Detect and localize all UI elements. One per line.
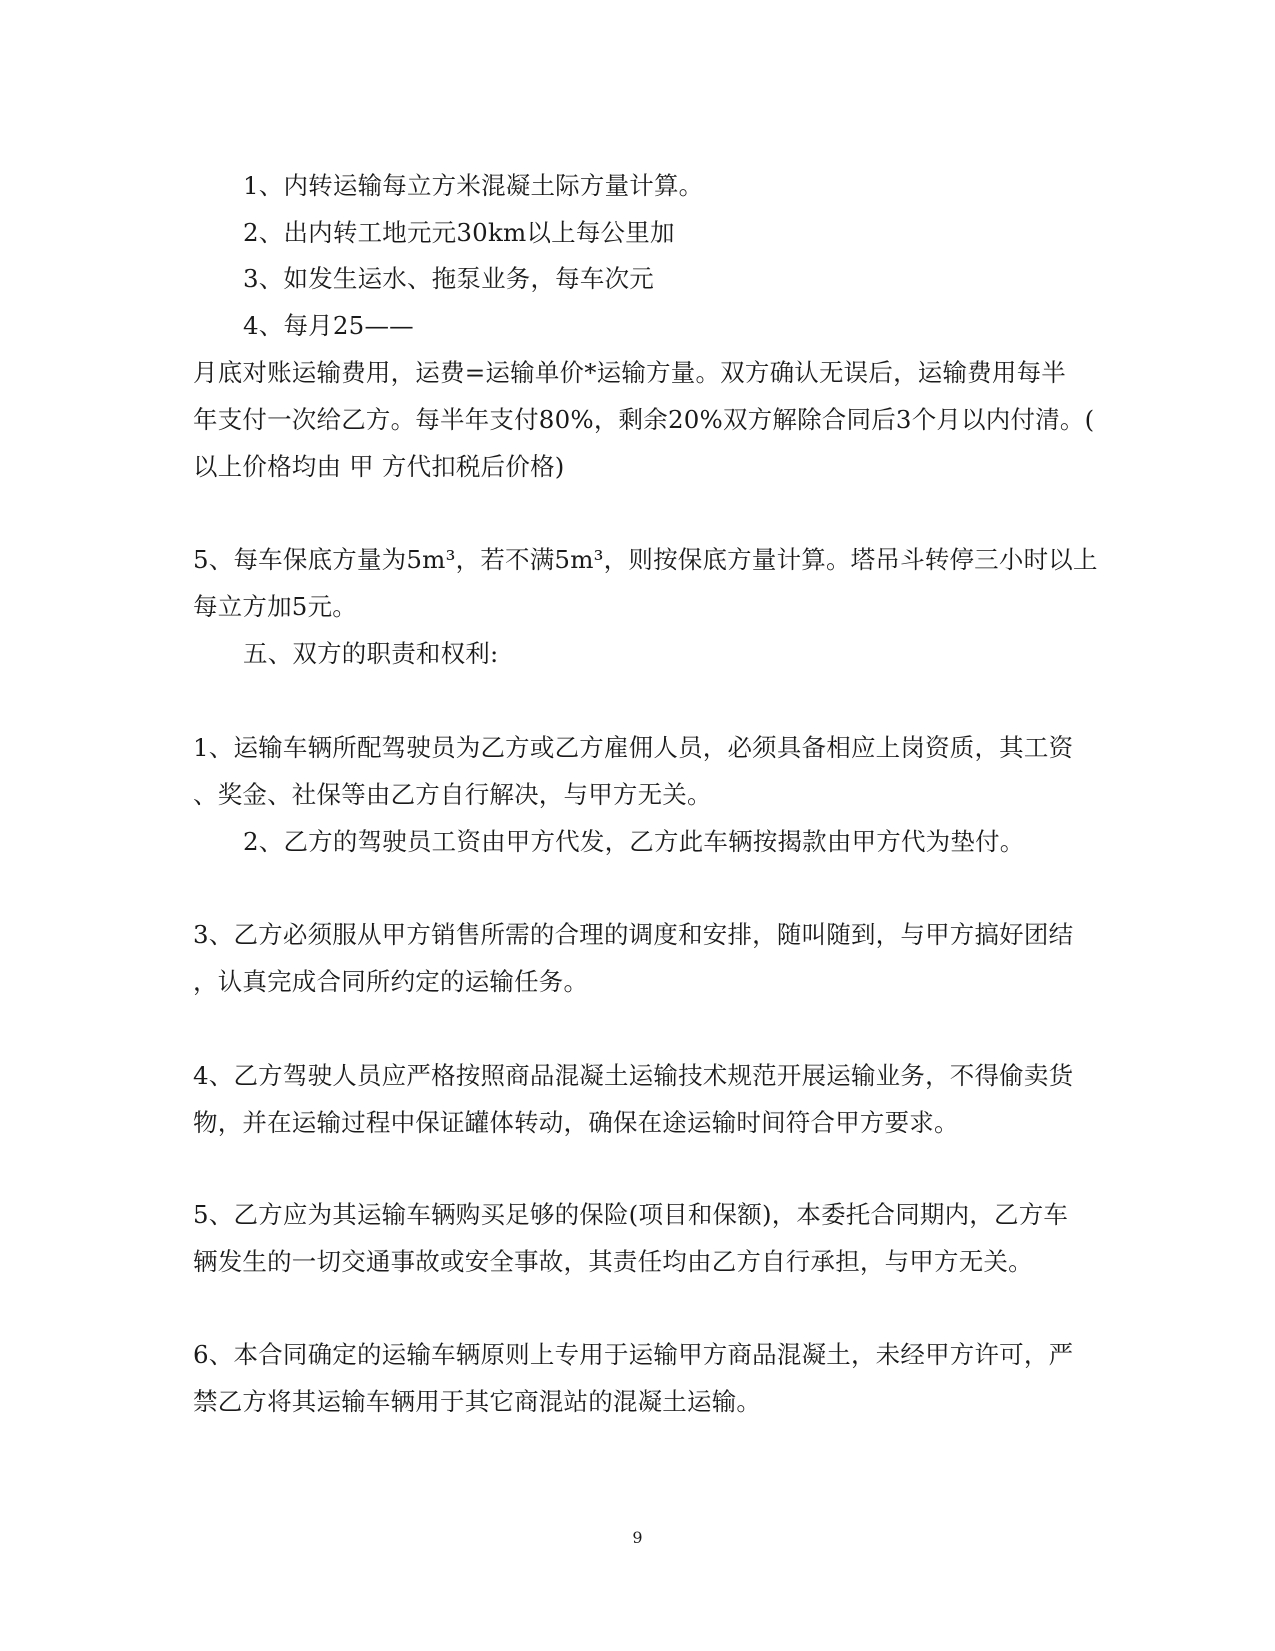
text-line-18: 5、乙方应为其运输车辆购买足够的保险(项目和保额)，本委托合同期内，乙方车: [193, 1200, 1069, 1229]
text-line-20: 6、本合同确定的运输车辆原则上专用于运输甲方商品混凝土，未经甲方许可，严: [193, 1340, 1074, 1369]
text-line-9: 每立方加5元。: [193, 592, 357, 621]
text-line-8: 5、每车保底方量为5m³，若不满5m³，则按保底方量计算。塔吊斗转停三小时以上: [193, 545, 1098, 574]
text-line-1: 1、内转运输每立方米混凝土际方量计算。: [243, 171, 704, 200]
text-line-7: 以上价格均由 甲 方代扣税后价格): [193, 452, 565, 481]
page-number: 9: [632, 1528, 643, 1547]
text-line-4: 4、每月25——: [243, 311, 414, 340]
text-line-21: 禁乙方将其运输车辆用于其它商混站的混凝土运输。: [193, 1387, 762, 1416]
text-line-17: 物，并在运输过程中保证罐体转动，确保在途运输时间符合甲方要求。: [193, 1108, 959, 1137]
text-line-6: 年支付一次给乙方。每半年支付80%，剩余20%双方解除合同后3个月以内付清。(: [193, 405, 1095, 434]
text-line-13: 2、乙方的驾驶员工资由甲方代发，乙方此车辆按揭款由甲方代为垫付。: [243, 827, 1025, 856]
text-line-11: 1、运输车辆所配驾驶员为乙方或乙方雇佣人员，必须具备相应上岗资质，其工资: [193, 733, 1074, 762]
section-heading: 五、双方的职责和权利:: [243, 639, 499, 668]
text-line-5: 月底对账运输费用，运费=运输单价*运输方量。双方确认无误后，运输费用每半: [193, 358, 1066, 387]
text-line-12: 、奖金、社保等由乙方自行解决，与甲方无关。: [193, 780, 712, 809]
text-line-2: 2、出内转工地元元30km以上每公里加: [243, 218, 675, 247]
text-line-3: 3、如发生运水、拖泵业务，每车次元: [243, 264, 654, 293]
text-line-14: 3、乙方必须服从甲方销售所需的合理的调度和安排，随叫随到，与甲方搞好团结: [193, 920, 1074, 949]
text-line-19: 辆发生的一切交通事故或安全事故，其责任均由乙方自行承担，与甲方无关。: [193, 1247, 1033, 1276]
text-line-15: ，认真完成合同所约定的运输任务。: [193, 967, 589, 996]
text-line-16: 4、乙方驾驶人员应严格按照商品混凝土运输技术规范开展运输业务，不得偷卖货: [193, 1061, 1074, 1090]
